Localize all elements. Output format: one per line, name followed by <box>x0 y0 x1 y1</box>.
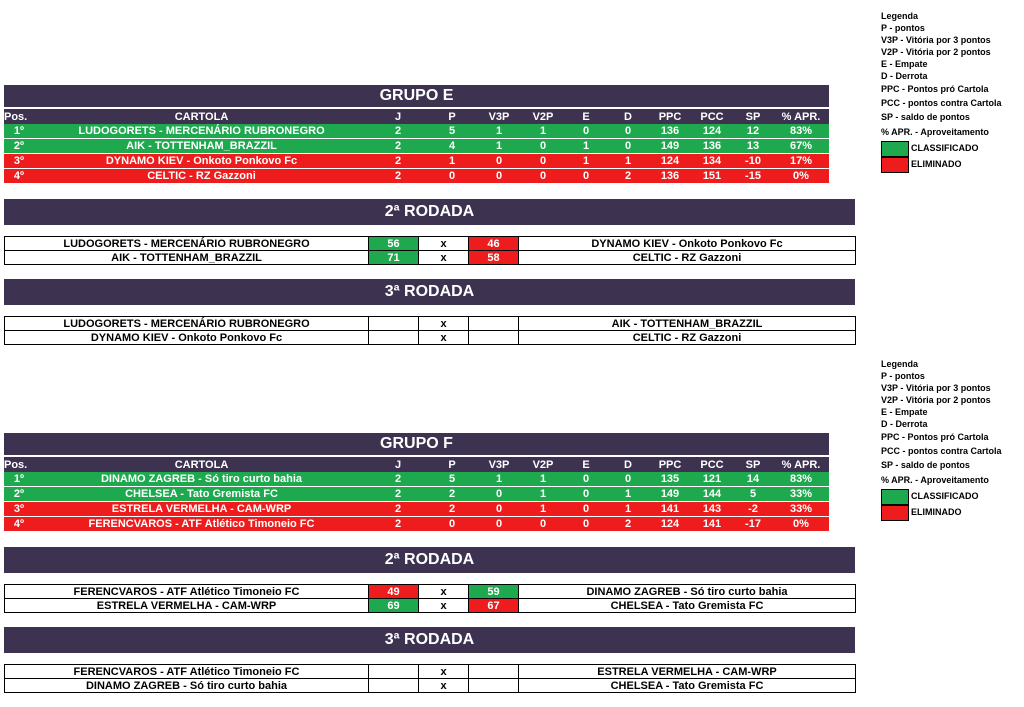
home-team: FERENCVAROS - ATF Atlético Timoneio FC <box>5 585 369 599</box>
matches-table <box>4 236 856 265</box>
header-ppc: PPC <box>649 457 691 472</box>
position: 4º <box>4 169 34 184</box>
pcc: 141 <box>691 517 733 532</box>
apr: 0% <box>773 517 829 532</box>
team-name: CHELSEA - Tato Gremista FC <box>34 487 369 502</box>
losses: 1 <box>607 502 649 517</box>
losses: 1 <box>607 154 649 169</box>
classified-label: CLASSIFICADO <box>911 491 979 501</box>
versus: x <box>419 331 469 345</box>
ppc: 135 <box>649 472 691 487</box>
team-name: LUDOGORETS - MERCENÁRIO RUBRONEGRO <box>34 124 369 139</box>
legend-classified <box>881 488 1021 504</box>
draws: 1 <box>565 139 607 154</box>
games: 2 <box>369 154 427 169</box>
ppc: 136 <box>649 124 691 139</box>
draws: 0 <box>565 472 607 487</box>
legend-line: V2P - Vitória por 2 pontos <box>881 395 991 405</box>
games: 2 <box>369 124 427 139</box>
games: 2 <box>369 517 427 532</box>
classified-swatch <box>881 489 909 505</box>
header-pcc: PCC <box>691 109 733 124</box>
games: 2 <box>369 487 427 502</box>
apr: 0% <box>773 169 829 184</box>
legend <box>881 10 1021 172</box>
apr: 33% <box>773 502 829 517</box>
away-team: CHELSEA - Tato Gremista FC <box>519 599 856 613</box>
home-team: LUDOGORETS - MERCENÁRIO RUBRONEGRO <box>5 237 369 251</box>
matches-table <box>4 584 856 613</box>
home-team: DYNAMO KIEV - Onkoto Ponkovo Fc <box>5 331 369 345</box>
points: 1 <box>427 154 477 169</box>
pcc: 144 <box>691 487 733 502</box>
legend-line: SP - saldo de pontos <box>881 112 970 122</box>
home-score: 56 <box>369 237 419 251</box>
match-row <box>5 251 856 265</box>
match-row <box>5 237 856 251</box>
away-score: 67 <box>469 599 519 613</box>
v3p: 1 <box>477 124 521 139</box>
header-v3p: V3P <box>477 109 521 124</box>
home-score: 69 <box>369 599 419 613</box>
games: 2 <box>369 169 427 184</box>
v2p: 0 <box>521 154 565 169</box>
sp: -15 <box>733 169 773 184</box>
legend-line: E - Empate <box>881 59 928 69</box>
v3p: 1 <box>477 472 521 487</box>
header-apr: % APR. <box>773 457 829 472</box>
pcc: 136 <box>691 139 733 154</box>
match-row <box>5 585 856 599</box>
header-pos: Pos. <box>4 109 34 124</box>
header-sp: SP <box>733 109 773 124</box>
pcc: 124 <box>691 124 733 139</box>
away-score: 58 <box>469 251 519 265</box>
standings-table <box>4 457 829 532</box>
header-sp: SP <box>733 457 773 472</box>
match-row <box>5 317 856 331</box>
team-name: FERENCVAROS - ATF Atlético Timoneio FC <box>34 517 369 532</box>
eliminated-swatch <box>881 505 909 521</box>
team-name: DYNAMO KIEV - Onkoto Ponkovo Fc <box>34 154 369 169</box>
header-d: D <box>607 457 649 472</box>
legend-line: V3P - Vitória por 3 pontos <box>881 35 991 45</box>
header-p: P <box>427 457 477 472</box>
v2p: 1 <box>521 472 565 487</box>
legend-line: P - pontos <box>881 23 925 33</box>
draws: 0 <box>565 169 607 184</box>
away-team: DINAMO ZAGREB - Só tiro curto bahia <box>519 585 856 599</box>
team-name: DINAMO ZAGREB - Só tiro curto bahia <box>34 472 369 487</box>
match-row <box>5 599 856 613</box>
away-team: CELTIC - RZ Gazzoni <box>519 251 856 265</box>
ppc: 149 <box>649 139 691 154</box>
header-j: J <box>369 109 427 124</box>
legend-line: % APR. - Aproveitamento <box>881 127 989 137</box>
away-score: 59 <box>469 585 519 599</box>
points: 5 <box>427 472 477 487</box>
losses: 0 <box>607 472 649 487</box>
home-team: LUDOGORETS - MERCENÁRIO RUBRONEGRO <box>5 317 369 331</box>
losses: 2 <box>607 517 649 532</box>
v3p: 0 <box>477 169 521 184</box>
round-title: 3ª RODADA <box>4 279 855 305</box>
header-ppc: PPC <box>649 109 691 124</box>
v2p: 1 <box>521 502 565 517</box>
header-j: J <box>369 457 427 472</box>
table-row <box>4 124 829 139</box>
away-team: AIK - TOTTENHAM_BRAZZIL <box>519 317 856 331</box>
pcc: 134 <box>691 154 733 169</box>
round-title: 3ª RODADA <box>4 627 855 653</box>
away-team: DYNAMO KIEV - Onkoto Ponkovo Fc <box>519 237 856 251</box>
position: 2º <box>4 139 34 154</box>
v2p: 0 <box>521 169 565 184</box>
matches-table <box>4 664 856 693</box>
sp: -2 <box>733 502 773 517</box>
legend-line: SP - saldo de pontos <box>881 460 970 470</box>
v2p: 1 <box>521 487 565 502</box>
pcc: 121 <box>691 472 733 487</box>
home-score <box>369 317 419 331</box>
legend-line: PPC - Pontos pró Cartola <box>881 432 989 442</box>
points: 0 <box>427 169 477 184</box>
versus: x <box>419 679 469 693</box>
legend-line: PCC - pontos contra Cartola <box>881 446 1002 456</box>
losses: 1 <box>607 487 649 502</box>
table-row <box>4 487 829 502</box>
away-score <box>469 679 519 693</box>
away-team: CELTIC - RZ Gazzoni <box>519 331 856 345</box>
v2p: 0 <box>521 139 565 154</box>
home-team: AIK - TOTTENHAM_BRAZZIL <box>5 251 369 265</box>
losses: 2 <box>607 169 649 184</box>
home-team: FERENCVAROS - ATF Atlético Timoneio FC <box>5 665 369 679</box>
ppc: 141 <box>649 502 691 517</box>
position: 1º <box>4 472 34 487</box>
draws: 0 <box>565 502 607 517</box>
ppc: 124 <box>649 154 691 169</box>
round-title: 2ª RODADA <box>4 547 855 573</box>
v3p: 0 <box>477 502 521 517</box>
group-title: GRUPO E <box>4 85 829 107</box>
table-row <box>4 169 829 184</box>
versus: x <box>419 665 469 679</box>
games: 2 <box>369 139 427 154</box>
sp: 12 <box>733 124 773 139</box>
v3p: 1 <box>477 139 521 154</box>
legend-line: V2P - Vitória por 2 pontos <box>881 47 991 57</box>
eliminated-label: ELIMINADO <box>911 507 962 517</box>
team-name: ESTRELA VERMELHA - CAM-WRP <box>34 502 369 517</box>
legend-eliminated <box>881 504 1021 520</box>
legend-line: V3P - Vitória por 3 pontos <box>881 383 991 393</box>
header-v2p: V2P <box>521 109 565 124</box>
points: 4 <box>427 139 477 154</box>
header-e: E <box>565 457 607 472</box>
away-team: ESTRELA VERMELHA - CAM-WRP <box>519 665 856 679</box>
draws: 0 <box>565 517 607 532</box>
versus: x <box>419 251 469 265</box>
home-team: DINAMO ZAGREB - Só tiro curto bahia <box>5 679 369 693</box>
group-title: GRUPO F <box>4 433 829 455</box>
away-score: 46 <box>469 237 519 251</box>
legend-eliminated <box>881 156 1021 172</box>
draws: 0 <box>565 124 607 139</box>
table-row <box>4 472 829 487</box>
standings-header <box>4 109 829 124</box>
position: 3º <box>4 502 34 517</box>
header-pos: Pos. <box>4 457 34 472</box>
versus: x <box>419 599 469 613</box>
header-e: E <box>565 109 607 124</box>
legend-title: Legenda <box>881 11 919 21</box>
matches-table <box>4 316 856 345</box>
v3p: 0 <box>477 487 521 502</box>
points: 2 <box>427 502 477 517</box>
draws: 1 <box>565 154 607 169</box>
home-score <box>369 679 419 693</box>
legend-title: Legenda <box>881 359 919 369</box>
v2p: 1 <box>521 124 565 139</box>
sp: 14 <box>733 472 773 487</box>
away-score <box>469 317 519 331</box>
legend-line: P - pontos <box>881 371 925 381</box>
legend-line: D - Derrota <box>881 419 928 429</box>
header-cartola: CARTOLA <box>34 109 369 124</box>
legend-line: % APR. - Aproveitamento <box>881 475 989 485</box>
position: 4º <box>4 517 34 532</box>
home-score: 49 <box>369 585 419 599</box>
legend-classified <box>881 140 1021 156</box>
away-team: CHELSEA - Tato Gremista FC <box>519 679 856 693</box>
versus: x <box>419 585 469 599</box>
apr: 67% <box>773 139 829 154</box>
team-name: CELTIC - RZ Gazzoni <box>34 169 369 184</box>
apr: 83% <box>773 124 829 139</box>
header-pcc: PCC <box>691 457 733 472</box>
home-team: ESTRELA VERMELHA - CAM-WRP <box>5 599 369 613</box>
apr: 17% <box>773 154 829 169</box>
away-score <box>469 665 519 679</box>
table-row <box>4 154 829 169</box>
legend-line: PPC - Pontos pró Cartola <box>881 84 989 94</box>
v3p: 0 <box>477 154 521 169</box>
position: 1º <box>4 124 34 139</box>
sp: -10 <box>733 154 773 169</box>
standings-table <box>4 109 829 184</box>
table-row <box>4 502 829 517</box>
legend-line: PCC - pontos contra Cartola <box>881 98 1002 108</box>
ppc: 136 <box>649 169 691 184</box>
header-d: D <box>607 109 649 124</box>
versus: x <box>419 317 469 331</box>
legend-line: D - Derrota <box>881 71 928 81</box>
table-row <box>4 139 829 154</box>
position: 3º <box>4 154 34 169</box>
pcc: 143 <box>691 502 733 517</box>
header-cartola: CARTOLA <box>34 457 369 472</box>
match-row <box>5 665 856 679</box>
home-score <box>369 331 419 345</box>
games: 2 <box>369 472 427 487</box>
home-score <box>369 665 419 679</box>
losses: 0 <box>607 139 649 154</box>
legend-line: E - Empate <box>881 407 928 417</box>
ppc: 124 <box>649 517 691 532</box>
sp: 13 <box>733 139 773 154</box>
header-apr: % APR. <box>773 109 829 124</box>
points: 2 <box>427 487 477 502</box>
away-score <box>469 331 519 345</box>
v2p: 0 <box>521 517 565 532</box>
legend <box>881 358 1021 520</box>
round-title: 2ª RODADA <box>4 199 855 225</box>
losses: 0 <box>607 124 649 139</box>
header-v3p: V3P <box>477 457 521 472</box>
sp: 5 <box>733 487 773 502</box>
header-p: P <box>427 109 477 124</box>
match-row <box>5 331 856 345</box>
table-row <box>4 517 829 532</box>
header-v2p: V2P <box>521 457 565 472</box>
games: 2 <box>369 502 427 517</box>
pcc: 151 <box>691 169 733 184</box>
classified-swatch <box>881 141 909 157</box>
classified-label: CLASSIFICADO <box>911 143 979 153</box>
position: 2º <box>4 487 34 502</box>
points: 0 <box>427 517 477 532</box>
team-name: AIK - TOTTENHAM_BRAZZIL <box>34 139 369 154</box>
home-score: 71 <box>369 251 419 265</box>
sp: -17 <box>733 517 773 532</box>
points: 5 <box>427 124 477 139</box>
versus: x <box>419 237 469 251</box>
apr: 33% <box>773 487 829 502</box>
draws: 0 <box>565 487 607 502</box>
standings-header <box>4 457 829 472</box>
eliminated-swatch <box>881 157 909 173</box>
apr: 83% <box>773 472 829 487</box>
match-row <box>5 679 856 693</box>
ppc: 149 <box>649 487 691 502</box>
v3p: 0 <box>477 517 521 532</box>
eliminated-label: ELIMINADO <box>911 159 962 169</box>
